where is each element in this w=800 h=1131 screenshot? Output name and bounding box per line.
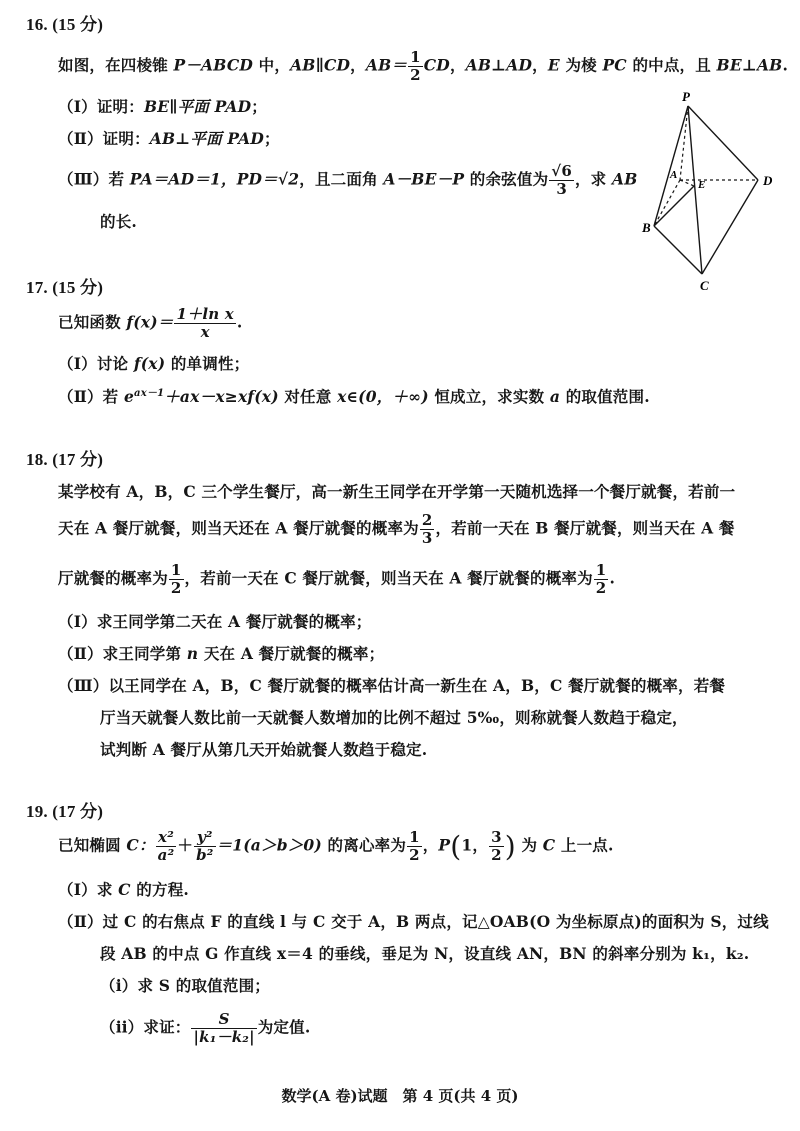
q16-stem-text: 如图，在四棱锥 [58,55,174,75]
label-e: E [698,179,706,191]
label-a: A [670,169,678,181]
q19-c: C： [126,835,155,855]
q18-heading: 18. (17 分) [26,450,104,469]
q18-line3 [58,563,615,596]
q18-text: ，若前一天在 B 餐厅就餐，则当天在 A 餐 [435,518,735,538]
q17-e: e [123,387,135,407]
q19-heading: 19. (17 分) [26,802,104,821]
q19-eq: ＝1(a＞b＞0) [216,835,322,855]
q19-text: 1， [461,835,489,855]
q16-perp1: AB⊥AD [465,55,533,75]
q19-c: C [542,835,556,855]
edge-cd [702,180,758,274]
q16-stem-text: ， [350,55,366,75]
q16-ab-eq: AB＝ [365,55,408,75]
q18-line1: 某学校有 A，B，C 三个学生餐厅，高一新生王同学在开学第一天随机选择一个餐厅就餐，若前一 [58,482,736,501]
q17-stem [58,307,243,340]
fraction-numerator: 1 [170,561,182,579]
fraction-denominator: b² [196,846,214,864]
q19-y-coord-fraction [489,830,504,863]
fraction-denominator: x [200,323,210,341]
q19-plus: ＋ [177,835,194,855]
q17-heading: 17. (15 分) [26,278,104,297]
part-text: （Ⅰ）求 [58,880,119,899]
q19-sub2 [100,1012,310,1045]
label-c: C [700,278,709,293]
part-end: ； [263,129,280,148]
fraction-numerator: 1＋ln x [176,305,234,323]
fraction-denominator: a² [157,846,175,864]
fraction-numerator: 1 [410,48,421,66]
q16-dihedral: A－BE－P [383,169,465,189]
q18-part3-line2: 厅当天就餐人数比前一天就餐人数增加的比例不超过 5‰，则称就餐人数趋于稳定， [100,708,688,727]
edge-pd [688,106,758,180]
q18-text: . [609,568,616,588]
q16-pc: PC [602,55,627,75]
q18-part2 [58,642,384,664]
q17-a: a [549,387,561,407]
part-text: 的取值范围. [560,387,650,407]
fraction-numerator: y² [194,830,215,847]
q16-stem-text: ， [449,55,466,75]
q18-part3-line3: 试判断 A 餐厅从第几天开始就餐人数趋于稳定. [100,740,428,759]
q17-part2 [58,384,650,407]
q18-part1: （Ⅰ）求王同学第二天在 A 餐厅就餐的概率； [58,612,372,631]
q19-sub1: （ⅰ）求 S 的取值范围； [100,976,270,995]
q16-parallel: AB∥CD [290,55,351,75]
q17-fraction [174,307,235,340]
part-label: （Ⅱ）若 [58,387,124,407]
q18-n: n [186,644,199,663]
q16-part2 [58,127,280,149]
q17-domain: x∈(0，＋∞) [337,387,429,407]
q18-fraction-1 [420,513,435,546]
fraction-numerator: 1 [409,828,420,846]
part-label: （Ⅲ）若 [58,169,130,189]
part-text: ，且二面角 [299,169,384,189]
q18-fraction-3 [594,563,609,596]
q19-text: 为 [515,835,543,855]
edge-bc [654,226,702,274]
fraction-numerator: √6 [551,162,572,180]
part-expr: f(x) [133,354,166,373]
q16-perp2: BE⊥AB [716,55,783,75]
edge-pb [654,106,688,226]
q19-point-p: P [438,835,451,855]
fraction-denominator: 2 [409,846,420,864]
q16-stem [58,50,788,83]
part-text: 的方程. [130,880,189,899]
q16-part3-cont: 的长. [100,212,137,231]
fraction-numerator: x² [156,830,177,847]
q19-text: ， [422,835,439,855]
q19-part2-line1: （Ⅱ）过 C 的右焦点 F 的直线 l 与 C 交于 A，B 两点，记△OAB(O 为坐标原点)的面积为 S，过线 [58,912,769,931]
fraction-denominator: 3 [421,529,433,547]
q17-exponent: ax－1 [134,388,165,399]
q17-stem-text: 已知函数 [58,312,127,332]
part-end: ； [251,97,267,116]
fraction-denominator: 2 [410,66,421,84]
q16-half-fraction [408,50,423,83]
q16-pyramid: P－ABCD [173,55,254,75]
q16-stem-text: 的中点，且 [626,55,717,75]
fraction-numerator: 3 [491,828,502,846]
q16-cos-fraction [549,164,574,197]
part-text: 恒成立，求实数 [428,387,550,407]
q16-stem-text: 为棱 [559,55,603,75]
q17-part1 [58,352,249,374]
part-label: （Ⅱ）证明： [58,129,150,148]
q16-part1 [58,95,267,117]
part-text: （Ⅱ）求王同学第 [58,644,187,663]
part-label: （Ⅰ）证明： [58,97,144,116]
q17-fx: f(x)＝ [126,312,174,332]
part-label: （Ⅰ）讨论 [58,354,134,373]
q18-text: 厅就餐的概率为 [58,568,168,588]
q16-part3 [58,164,638,197]
q19-part1 [58,878,189,900]
q17-inequality: ＋ax－x≥xf(x) [164,387,279,407]
q16-stem-text: . [782,55,789,75]
q19-text: 已知椭圆 [58,835,127,855]
q19-e-fraction [407,830,422,863]
part-text: 为定值. [257,1017,311,1037]
part-text: （ⅱ）求证： [100,1017,191,1037]
page-footer: 数学(A 卷)试题 第 4 页(共 4 页) [281,1087,519,1105]
part-end: 的单调性； [165,354,250,373]
q16-stem-text: 中， [253,55,291,75]
fraction-denominator: 2 [595,579,607,597]
q16-cd: CD [423,55,450,75]
q16-stem-text: ， [532,55,548,75]
part-expr: BE∥平面 PAD [143,97,252,116]
part-text: 对任意 [278,387,338,407]
q19-x-fraction [156,830,177,863]
fraction-numerator: 2 [421,511,433,529]
pyramid-figure [640,88,790,298]
fraction-denominator: 3 [556,180,567,198]
label-p: P [682,89,690,104]
fraction-denominator: 2 [491,846,502,864]
fraction-numerator: 1 [595,561,607,579]
q19-y-fraction [194,830,215,863]
q16-ab: AB [611,169,638,189]
q19-ratio-fraction [191,1012,256,1045]
q16-lengths: PA＝AD＝1，PD＝√2 [129,169,300,189]
q19-stem [58,830,614,863]
q18-text: 天在 A 餐厅就餐，则当天还在 A 餐厅就餐的概率为 [58,518,419,538]
q19-c: C [118,880,131,899]
q18-text: ，若前一天在 C 餐厅就餐，则当天在 A 餐厅就餐的概率为 [184,568,593,588]
edge-ae [680,180,694,186]
q19-text: 上一点. [555,835,614,855]
part-text: ，求 [574,169,612,189]
fraction-numerator: S [191,1012,256,1029]
q17-stem-text: . [236,312,243,332]
q19-right-paren: ) [504,830,516,863]
label-b: B [642,220,651,235]
edge-pa [680,106,688,180]
part-text: 的余弦值为 [464,169,549,189]
q18-line2 [58,513,735,546]
q18-part3-line1: （Ⅲ）以王同学在 A，B，C 餐厅就餐的概率估计高一新生在 A，B，C 餐厅就餐的概率，若餐 [58,676,726,695]
fraction-denominator: 2 [170,579,182,597]
label-d: D [763,173,773,188]
fraction-denominator: |k₁－k₂| [193,1028,255,1046]
q16-point-e: E [547,55,560,75]
q16-heading: 16. (15 分) [26,15,104,34]
q19-text: 的离心率为 [321,835,407,855]
q18-fraction-2 [169,563,184,596]
q19-left-paren: ( [450,830,462,863]
part-expr: AB⊥平面 PAD [149,129,264,148]
part-text: 天在 A 餐厅就餐的概率； [198,644,385,663]
q19-part2-line2: 段 AB 的中点 G 作直线 x＝4 的垂线，垂足为 N，设直线 AN，BN 的斜率分别为 k₁，k₂. [100,944,750,963]
